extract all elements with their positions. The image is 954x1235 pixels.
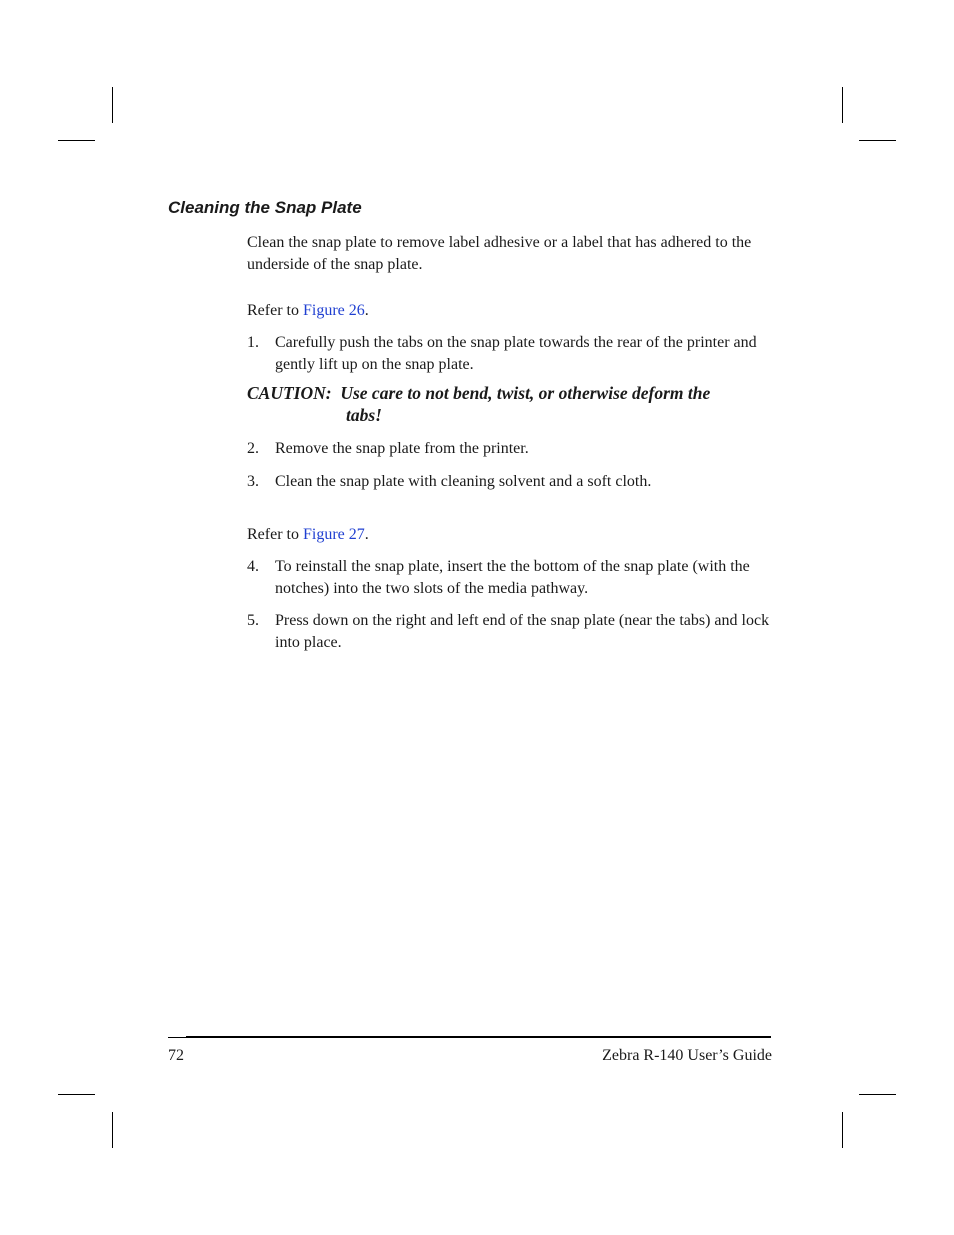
crop-mark-bottom-left-horizontal [58, 1094, 95, 1095]
step-number: 2. [247, 440, 259, 457]
footer-divider [168, 1037, 771, 1038]
caution-note [247, 383, 777, 426]
refer-prefix: Refer to [247, 302, 303, 319]
intro-paragraph: Clean the snap plate to remove label adhesive or a label that has adhered to the underside of the snap plate. [247, 234, 752, 273]
refer-suffix: . [364, 302, 369, 319]
step-text: Clean the snap plate with cleaning solvent and a soft cloth. [275, 473, 652, 490]
caution-text-continued: tabs! [346, 404, 382, 425]
caution-label: CAUTION: [247, 383, 332, 403]
crop-mark-top-left-horizontal [58, 140, 95, 141]
step-item [247, 610, 777, 653]
step-item [247, 438, 777, 460]
refer-figure-27 [247, 524, 777, 546]
figure-27-link[interactable]: Figure 27 [302, 526, 365, 543]
crop-mark-top-right-horizontal [859, 140, 896, 141]
step-number: 5. [247, 612, 259, 629]
crop-mark-top-left-vertical [112, 87, 113, 123]
figure-26-link[interactable]: Figure 26 [302, 302, 365, 319]
refer-suffix: . [364, 526, 369, 543]
crop-mark-bottom-right-horizontal [859, 1094, 896, 1095]
step-number: 1. [247, 334, 259, 351]
crop-mark-bottom-left-vertical [112, 1112, 113, 1148]
step-text: Carefully push the tabs on the snap plate towards the rear of the printer and gently lift up on the snap plate. [275, 334, 757, 373]
step-text: To reinstall the snap plate, insert the the bottom of the snap plate (with the notches) into the two slots of the media pathway. [275, 558, 750, 597]
refer-figure-26 [247, 300, 777, 322]
step-item [247, 471, 777, 493]
section-heading: Cleaning the Snap Plate [168, 198, 362, 217]
caution-text: Use care to not bend, twist, or otherwise deform the [340, 383, 711, 403]
refer-prefix: Refer to [247, 526, 303, 543]
step-item [247, 556, 777, 599]
crop-mark-top-right-vertical [842, 87, 843, 123]
step-text: Press down on the right and left end of the snap plate (near the tabs) and lock into place. [275, 612, 770, 651]
step-number: 4. [247, 558, 259, 575]
step-number: 3. [247, 473, 259, 490]
step-text: Remove the snap plate from the printer. [275, 440, 529, 457]
step-item [247, 332, 777, 375]
guide-title: Zebra R-140 User’s Guide [602, 1047, 772, 1064]
crop-mark-bottom-right-vertical [842, 1112, 843, 1148]
page-number: 72 [168, 1047, 184, 1064]
